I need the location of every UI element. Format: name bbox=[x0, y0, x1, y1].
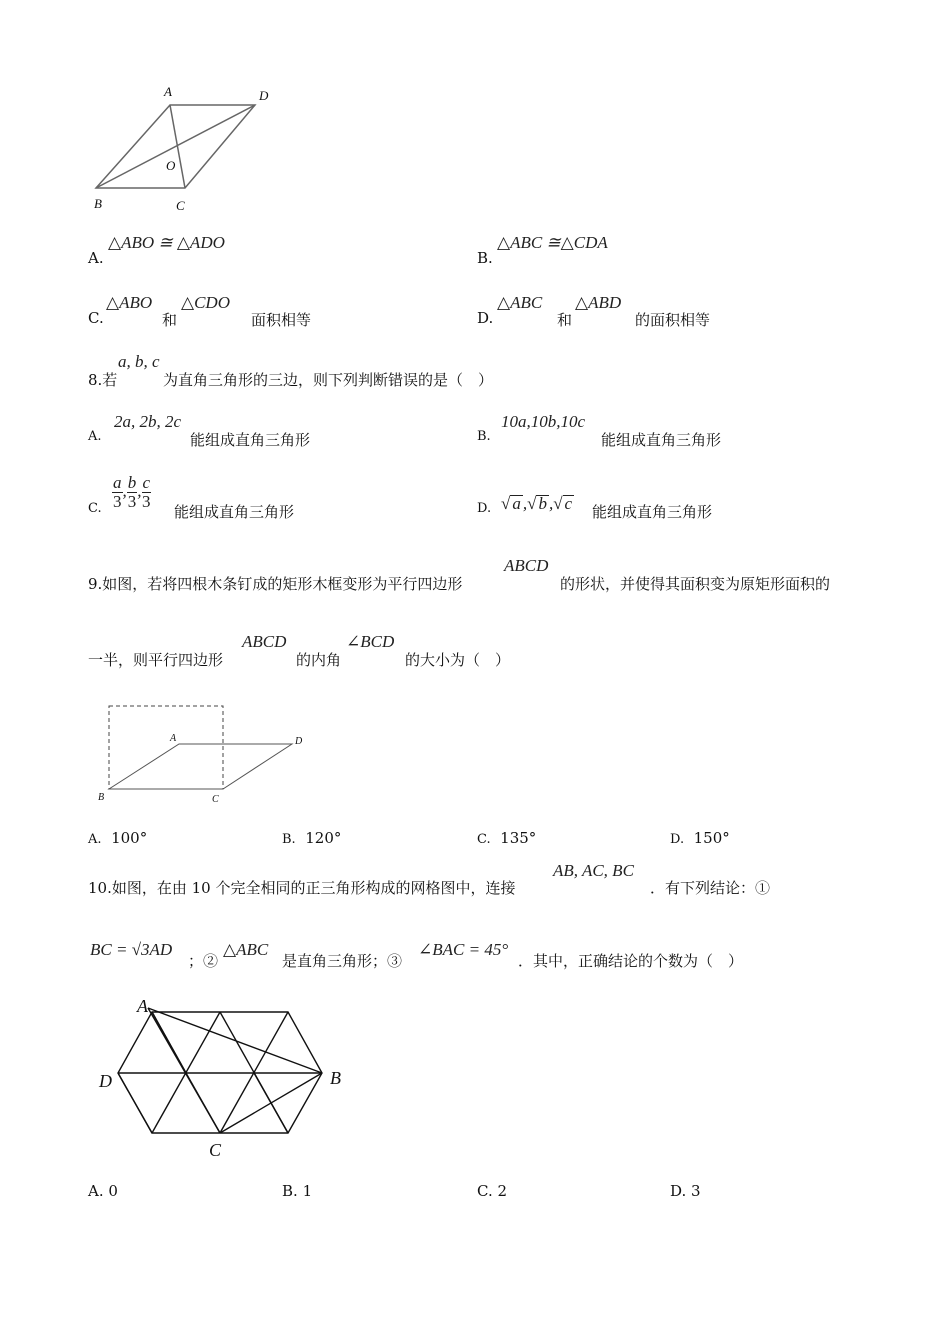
q7-option-a-letter[interactable]: A. bbox=[88, 249, 104, 267]
q7-option-d-math2: △ABD bbox=[575, 293, 622, 312]
q9-label-d: D bbox=[295, 736, 303, 747]
q9-line1-pre: 9.如图，若将四根木条钉成的矩形木框变形为平行四边形 bbox=[88, 575, 463, 593]
q10-line2-mid: 是直角三角形；③ bbox=[282, 952, 403, 970]
q10-grid-line bbox=[118, 1073, 152, 1133]
q10-option-a-value: 0 bbox=[108, 1182, 118, 1200]
q10-line1-post: ．有下列结论：① bbox=[650, 879, 771, 897]
q8-option-b-tail: 能组成直角三角形 bbox=[601, 431, 722, 449]
q10-label-a: A bbox=[137, 996, 148, 1016]
q8-question-text: 为直角三角形的三边，则下列判断错误的是（ ） bbox=[163, 371, 494, 389]
q10-segment-ab bbox=[148, 1008, 322, 1073]
q7-label-c: C bbox=[176, 198, 185, 213]
q10-label-d: D bbox=[99, 1071, 112, 1091]
q9-original-rectangle bbox=[109, 706, 223, 789]
q10-option-b[interactable] bbox=[282, 1182, 312, 1200]
q8-option-c-frac-b: $\frac{b}{3}$ bbox=[127, 473, 137, 511]
q10-line2-math3: ∠BAC = 45° bbox=[418, 940, 509, 959]
q10-line2-sep: ；② bbox=[188, 952, 219, 970]
q7-option-d-letter[interactable]: D. bbox=[477, 309, 494, 327]
q8-option-a-letter[interactable]: A. bbox=[88, 429, 102, 444]
q7-parallelogram-figure bbox=[80, 85, 310, 220]
q10-option-d[interactable] bbox=[670, 1182, 701, 1200]
q10-label-c: C bbox=[209, 1140, 222, 1160]
q10-line2-math2: △ABC bbox=[223, 940, 269, 959]
q7-label-a: A bbox=[164, 84, 172, 99]
q10-line2-math1: BC = √3AD bbox=[90, 940, 173, 959]
q9-line1-math: ABCD bbox=[504, 556, 549, 575]
q7-option-c-math1: △ABO bbox=[106, 293, 153, 312]
q8-option-c-tail: 能组成直角三角形 bbox=[174, 503, 295, 521]
q9-label-c: C bbox=[212, 794, 219, 805]
q9-line2-pre: 一半，则平行四边形 bbox=[88, 651, 224, 669]
q7-label-o: O bbox=[166, 158, 176, 173]
q10-line1-math: AB, AC, BC bbox=[553, 861, 634, 880]
q10-option-a-letter: A. bbox=[88, 1182, 104, 1200]
q8-option-d-root-a: a bbox=[512, 494, 521, 513]
q10-segment-bc bbox=[220, 1073, 322, 1133]
q9-option-a-value: 100° bbox=[111, 829, 148, 847]
q7-diagonal-bd bbox=[96, 105, 255, 188]
q9-option-d-value: 150° bbox=[693, 829, 730, 847]
q7-label-b: B bbox=[94, 196, 102, 211]
q7-option-c-tail: 面积相等 bbox=[251, 311, 312, 329]
q10-segment-ac bbox=[148, 1008, 220, 1133]
q8-option-d-root-b: b bbox=[538, 494, 547, 513]
q9-label-a: A bbox=[170, 733, 177, 744]
q8-option-a-tail: 能组成直角三角形 bbox=[190, 431, 311, 449]
q9-option-b-letter: B. bbox=[282, 832, 296, 847]
q9-option-a-letter: A. bbox=[88, 832, 102, 847]
q8-option-d-tail: 能组成直角三角形 bbox=[592, 503, 713, 521]
q7-label-d: D bbox=[259, 88, 269, 103]
q10-option-b-letter: B. bbox=[282, 1182, 298, 1200]
q9-label-b: B bbox=[98, 792, 105, 803]
q8-option-c-frac-a: $\frac{a}{3}$ bbox=[113, 473, 122, 511]
q9-option-d[interactable] bbox=[670, 829, 730, 847]
q9-option-d-letter: D. bbox=[670, 832, 685, 847]
q8-prefix: 8.若 bbox=[88, 371, 118, 389]
q10-line1-pre: 10.如图，在由 10 个完全相同的正三角形构成的网格图中，连接 bbox=[88, 879, 516, 897]
q10-line2-post: ．其中，正确结论的个数为（ ） bbox=[518, 952, 744, 970]
q7-option-d-tail: 的面积相等 bbox=[635, 311, 711, 329]
q9-line1-post: 的形状，并使得其面积变为原矩形面积的 bbox=[560, 575, 831, 593]
q10-option-d-value: 3 bbox=[691, 1182, 701, 1200]
q10-label-b: B bbox=[330, 1068, 341, 1088]
q7-option-b-letter[interactable]: B. bbox=[477, 249, 493, 267]
q8-option-d-root-c: c bbox=[564, 494, 573, 513]
q8-option-c-letter[interactable]: C. bbox=[88, 501, 102, 516]
q7-option-b-math: △ABC ≅△CDA bbox=[497, 233, 608, 252]
q9-line2-math2: ∠BCD bbox=[346, 632, 395, 651]
q8-option-b-letter[interactable]: B. bbox=[477, 429, 491, 444]
q9-option-c-value: 135° bbox=[500, 829, 537, 847]
q8-option-d-letter[interactable]: D. bbox=[477, 501, 492, 516]
q7-diagonal-ac bbox=[170, 105, 185, 188]
q10-option-a[interactable] bbox=[88, 1182, 118, 1200]
q7-option-d-math1: △ABC bbox=[497, 293, 543, 312]
q7-option-a-math: △ABO ≅ △ADO bbox=[108, 233, 225, 252]
q8-option-a-math: 2a, 2b, 2c bbox=[114, 412, 182, 431]
q9-line2-post: 的大小为（ ） bbox=[405, 651, 511, 669]
q10-triangle-grid-figure bbox=[100, 1000, 340, 1145]
q7-option-d-and: 和 bbox=[557, 311, 573, 329]
q9-rectangle-parallelogram-figure bbox=[95, 700, 325, 805]
q10-option-c-letter: C. bbox=[477, 1182, 493, 1200]
q9-option-c-letter: C. bbox=[477, 832, 491, 847]
q10-option-b-value: 1 bbox=[302, 1182, 313, 1200]
q9-option-a[interactable] bbox=[88, 829, 147, 847]
q7-option-c-letter[interactable]: C. bbox=[88, 309, 104, 327]
q9-line2-math1: ABCD bbox=[242, 632, 287, 651]
q10-option-d-letter: D. bbox=[670, 1182, 687, 1200]
q8-option-b-math: 10a,10b,10c bbox=[501, 412, 586, 431]
q9-parallelogram bbox=[109, 744, 292, 789]
q10-option-c-value: 2 bbox=[497, 1182, 508, 1200]
q8-option-c-frac-c: $\frac{c}{3}$ bbox=[142, 473, 151, 511]
q8-option-d-roots: √ a ,√ b ,√ c bbox=[501, 494, 573, 513]
q9-line2-mid: 的内角 bbox=[296, 651, 342, 669]
q8-vars: a, b, c bbox=[118, 352, 160, 371]
q8-option-c-fractions: $\frac{a}{3}$ , $\frac{b}{3}$ , $\frac{c}{3}$ bbox=[113, 473, 151, 511]
q9-option-c[interactable] bbox=[477, 829, 536, 847]
q7-option-c-math2: △CDO bbox=[181, 293, 230, 312]
q9-option-b[interactable] bbox=[282, 829, 341, 847]
q9-option-b-value: 120° bbox=[305, 829, 342, 847]
q7-option-c-and: 和 bbox=[162, 311, 178, 329]
q10-option-c[interactable] bbox=[477, 1182, 507, 1200]
